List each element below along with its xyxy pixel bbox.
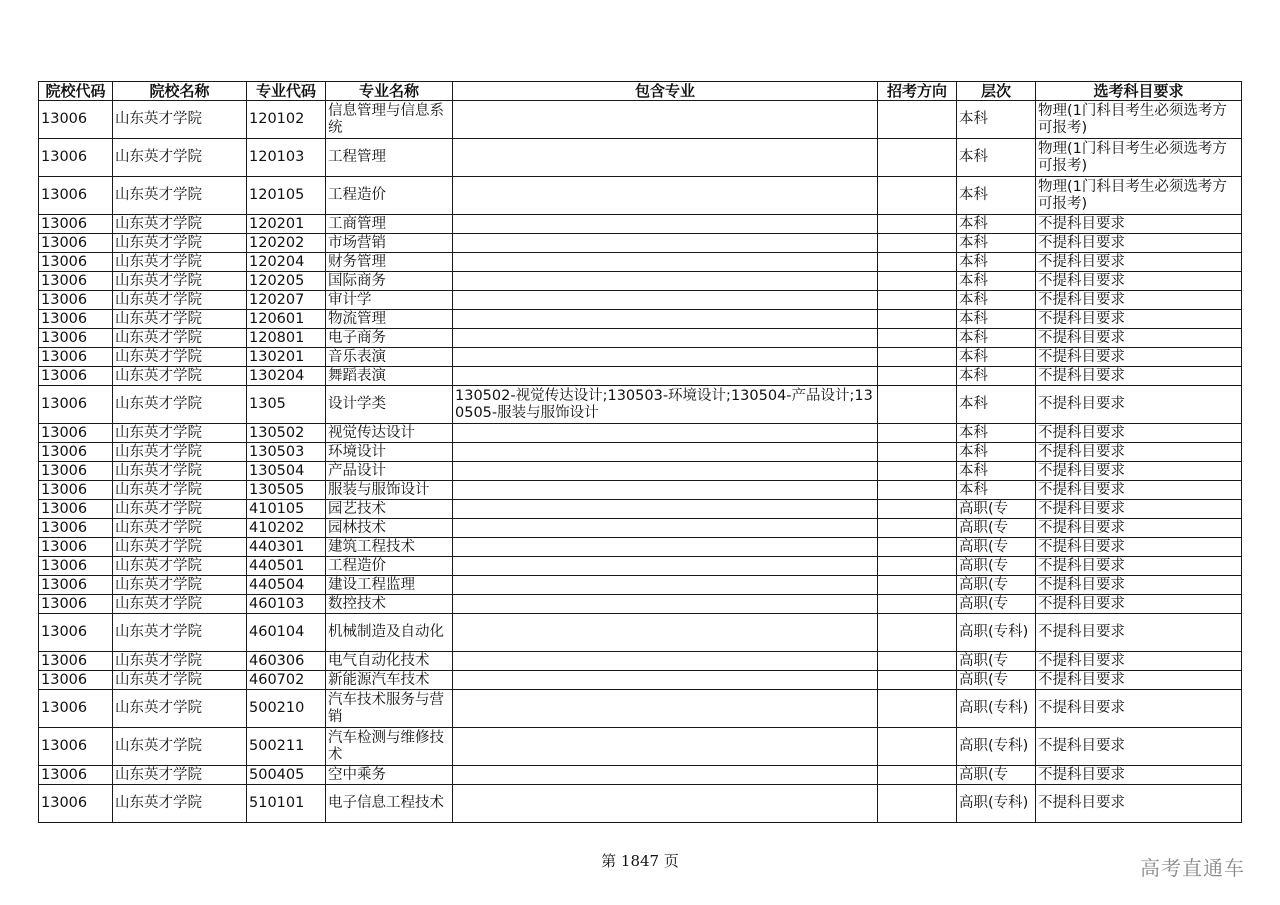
cell-major-code: 120801: [247, 329, 326, 348]
cell-school-code: 13006: [39, 652, 113, 671]
cell-school-name: 山东英才学院: [113, 424, 247, 443]
page-number: 第 1847 页: [601, 852, 679, 870]
cell-school-code: 13006: [39, 310, 113, 329]
cell-school-code: 13006: [39, 538, 113, 557]
cell-subject-requirement: 不提科目要求: [1036, 652, 1242, 671]
cell-subject-requirement: 不提科目要求: [1036, 690, 1242, 728]
cell-level: 本科: [957, 424, 1036, 443]
cell-school-code: 13006: [39, 614, 113, 652]
cell-subject-requirement: 不提科目要求: [1036, 557, 1242, 576]
cell-included-majors: [453, 101, 878, 139]
cell-school-name: 山东英才学院: [113, 728, 247, 766]
cell-major-name: 舞蹈表演: [326, 367, 453, 386]
cell-school-code: 13006: [39, 424, 113, 443]
cell-major-name: 工程造价: [326, 557, 453, 576]
cell-subject-requirement: 不提科目要求: [1036, 766, 1242, 785]
cell-included-majors: [453, 652, 878, 671]
cell-school-name: 山东英才学院: [113, 462, 247, 481]
cell-school-name: 山东英才学院: [113, 310, 247, 329]
cell-included-majors: [453, 215, 878, 234]
cell-major-code: 130505: [247, 481, 326, 500]
cell-major-name: 工程管理: [326, 139, 453, 177]
cell-direction: [878, 386, 957, 424]
cell-subject-requirement: 不提科目要求: [1036, 215, 1242, 234]
cell-direction: [878, 443, 957, 462]
cell-level: 高职(专: [957, 671, 1036, 690]
cell-major-code: 410105: [247, 500, 326, 519]
cell-school-name: 山东英才学院: [113, 386, 247, 424]
header-school-code: 院校代码: [39, 82, 113, 101]
cell-level: 高职(专: [957, 595, 1036, 614]
cell-direction: [878, 785, 957, 823]
cell-direction: [878, 424, 957, 443]
cell-major-code: 1305: [247, 386, 326, 424]
cell-school-code: 13006: [39, 234, 113, 253]
cell-direction: [878, 177, 957, 215]
cell-direction: [878, 310, 957, 329]
cell-level: 高职(专科): [957, 785, 1036, 823]
table-row: [39, 671, 1242, 690]
cell-included-majors: [453, 253, 878, 272]
table-row: [39, 481, 1242, 500]
cell-major-name: 物流管理: [326, 310, 453, 329]
cell-school-code: 13006: [39, 766, 113, 785]
cell-included-majors: [453, 595, 878, 614]
cell-level: 本科: [957, 177, 1036, 215]
cell-school-name: 山东英才学院: [113, 291, 247, 310]
cell-included-majors: 130502-视觉传达设计;130503-环境设计;130504-产品设计;130505-服装与服饰设计: [453, 386, 878, 424]
cell-subject-requirement: 不提科目要求: [1036, 519, 1242, 538]
table-row: [39, 253, 1242, 272]
cell-level: 本科: [957, 367, 1036, 386]
cell-major-name: 机械制造及自动化: [326, 614, 453, 652]
table-row: [39, 272, 1242, 291]
cell-major-code: 500405: [247, 766, 326, 785]
cell-subject-requirement: 不提科目要求: [1036, 728, 1242, 766]
cell-school-name: 山东英才学院: [113, 139, 247, 177]
cell-direction: [878, 576, 957, 595]
cell-school-code: 13006: [39, 215, 113, 234]
cell-level: 本科: [957, 481, 1036, 500]
cell-level: 高职(专: [957, 652, 1036, 671]
cell-major-code: 460104: [247, 614, 326, 652]
cell-direction: [878, 538, 957, 557]
cell-included-majors: [453, 538, 878, 557]
cell-school-name: 山东英才学院: [113, 177, 247, 215]
cell-subject-requirement: 不提科目要求: [1036, 443, 1242, 462]
cell-subject-requirement: 不提科目要求: [1036, 462, 1242, 481]
cell-major-code: 120103: [247, 139, 326, 177]
cell-school-code: 13006: [39, 481, 113, 500]
cell-school-code: 13006: [39, 253, 113, 272]
cell-major-name: 工商管理: [326, 215, 453, 234]
cell-included-majors: [453, 272, 878, 291]
cell-level: 高职(专科): [957, 690, 1036, 728]
cell-major-name: 园艺技术: [326, 500, 453, 519]
cell-level: 本科: [957, 348, 1036, 367]
table-row: [39, 177, 1242, 215]
cell-included-majors: [453, 234, 878, 253]
cell-school-code: 13006: [39, 462, 113, 481]
cell-major-name: 建筑工程技术: [326, 538, 453, 557]
cell-school-code: 13006: [39, 785, 113, 823]
cell-school-code: 13006: [39, 595, 113, 614]
cell-subject-requirement: 不提科目要求: [1036, 481, 1242, 500]
cell-major-code: 460702: [247, 671, 326, 690]
cell-level: 本科: [957, 101, 1036, 139]
cell-direction: [878, 253, 957, 272]
cell-major-code: 500211: [247, 728, 326, 766]
cell-major-name: 财务管理: [326, 253, 453, 272]
cell-subject-requirement: 不提科目要求: [1036, 424, 1242, 443]
header-major-code: 专业代码: [247, 82, 326, 101]
watermark: 高考直通车: [1140, 856, 1245, 880]
cell-school-code: 13006: [39, 728, 113, 766]
cell-major-name: 汽车技术服务与营销: [326, 690, 453, 728]
table-row: [39, 424, 1242, 443]
table-row: [39, 367, 1242, 386]
cell-major-code: 130204: [247, 367, 326, 386]
cell-direction: [878, 728, 957, 766]
cell-level: 本科: [957, 329, 1036, 348]
cell-direction: [878, 272, 957, 291]
cell-school-name: 山东英才学院: [113, 348, 247, 367]
table-row: [39, 576, 1242, 595]
cell-major-code: 130502: [247, 424, 326, 443]
table-row: [39, 728, 1242, 766]
cell-major-name: 新能源汽车技术: [326, 671, 453, 690]
cell-school-name: 山东英才学院: [113, 329, 247, 348]
cell-direction: [878, 690, 957, 728]
cell-level: 本科: [957, 443, 1036, 462]
cell-major-name: 视觉传达设计: [326, 424, 453, 443]
cell-major-code: 120202: [247, 234, 326, 253]
cell-included-majors: [453, 348, 878, 367]
cell-major-name: 工程造价: [326, 177, 453, 215]
cell-school-code: 13006: [39, 272, 113, 291]
cell-major-name: 产品设计: [326, 462, 453, 481]
table-row: [39, 500, 1242, 519]
cell-major-name: 电子信息工程技术: [326, 785, 453, 823]
cell-direction: [878, 671, 957, 690]
cell-subject-requirement: 不提科目要求: [1036, 386, 1242, 424]
cell-subject-requirement: 不提科目要求: [1036, 291, 1242, 310]
cell-level: 高职(专: [957, 538, 1036, 557]
cell-level: 高职(专: [957, 557, 1036, 576]
cell-level: 高职(专: [957, 500, 1036, 519]
cell-subject-requirement: 不提科目要求: [1036, 500, 1242, 519]
cell-level: 高职(专科): [957, 614, 1036, 652]
cell-subject-requirement: 不提科目要求: [1036, 576, 1242, 595]
cell-direction: [878, 614, 957, 652]
cell-direction: [878, 139, 957, 177]
cell-included-majors: [453, 614, 878, 652]
cell-direction: [878, 766, 957, 785]
cell-school-name: 山东英才学院: [113, 595, 247, 614]
cell-direction: [878, 462, 957, 481]
cell-included-majors: [453, 519, 878, 538]
cell-direction: [878, 595, 957, 614]
header-included-majors: 包含专业: [453, 82, 878, 101]
cell-included-majors: [453, 424, 878, 443]
cell-level: 本科: [957, 253, 1036, 272]
table-row: [39, 595, 1242, 614]
cell-level: 本科: [957, 462, 1036, 481]
cell-subject-requirement: 不提科目要求: [1036, 671, 1242, 690]
cell-major-code: 460103: [247, 595, 326, 614]
cell-school-name: 山东英才学院: [113, 367, 247, 386]
cell-major-name: 汽车检测与维修技术: [326, 728, 453, 766]
cell-major-code: 440301: [247, 538, 326, 557]
cell-school-code: 13006: [39, 177, 113, 215]
cell-major-code: 120201: [247, 215, 326, 234]
cell-school-name: 山东英才学院: [113, 234, 247, 253]
cell-school-name: 山东英才学院: [113, 557, 247, 576]
header-level: 层次: [957, 82, 1036, 101]
cell-school-name: 山东英才学院: [113, 101, 247, 139]
cell-included-majors: [453, 367, 878, 386]
cell-major-name: 音乐表演: [326, 348, 453, 367]
cell-included-majors: [453, 690, 878, 728]
cell-level: 本科: [957, 310, 1036, 329]
cell-included-majors: [453, 329, 878, 348]
cell-direction: [878, 215, 957, 234]
cell-major-code: 120105: [247, 177, 326, 215]
cell-level: 高职(专: [957, 519, 1036, 538]
cell-subject-requirement: 不提科目要求: [1036, 538, 1242, 557]
cell-subject-requirement: 物理(1门科目考生必须选考方可报考): [1036, 101, 1242, 139]
cell-school-name: 山东英才学院: [113, 614, 247, 652]
table-row: [39, 215, 1242, 234]
cell-major-name: 国际商务: [326, 272, 453, 291]
cell-included-majors: [453, 557, 878, 576]
cell-included-majors: [453, 785, 878, 823]
cell-included-majors: [453, 500, 878, 519]
header-row: [39, 82, 1242, 101]
table-row: [39, 139, 1242, 177]
cell-school-code: 13006: [39, 101, 113, 139]
cell-subject-requirement: 不提科目要求: [1036, 234, 1242, 253]
cell-level: 高职(专: [957, 576, 1036, 595]
table-row: [39, 785, 1242, 823]
cell-level: 本科: [957, 272, 1036, 291]
cell-school-code: 13006: [39, 500, 113, 519]
table-row: [39, 443, 1242, 462]
cell-included-majors: [453, 139, 878, 177]
table-row: [39, 462, 1242, 481]
cell-subject-requirement: 不提科目要求: [1036, 253, 1242, 272]
cell-level: 本科: [957, 291, 1036, 310]
cell-major-code: 120102: [247, 101, 326, 139]
cell-school-name: 山东英才学院: [113, 538, 247, 557]
cell-direction: [878, 367, 957, 386]
cell-school-code: 13006: [39, 671, 113, 690]
cell-major-name: 设计学类: [326, 386, 453, 424]
table-row: [39, 329, 1242, 348]
cell-major-code: 440504: [247, 576, 326, 595]
cell-level: 本科: [957, 215, 1036, 234]
cell-school-code: 13006: [39, 386, 113, 424]
cell-level: 本科: [957, 139, 1036, 177]
cell-school-name: 山东英才学院: [113, 253, 247, 272]
header-subject-requirement: 选考科目要求: [1036, 82, 1242, 101]
cell-major-code: 130504: [247, 462, 326, 481]
cell-major-code: 510101: [247, 785, 326, 823]
cell-major-code: 500210: [247, 690, 326, 728]
cell-major-code: 120205: [247, 272, 326, 291]
cell-major-code: 120204: [247, 253, 326, 272]
cell-included-majors: [453, 177, 878, 215]
cell-major-code: 410202: [247, 519, 326, 538]
table-row: [39, 386, 1242, 424]
cell-major-code: 440501: [247, 557, 326, 576]
cell-school-code: 13006: [39, 690, 113, 728]
cell-subject-requirement: 物理(1门科目考生必须选考方可报考): [1036, 139, 1242, 177]
table-row: [39, 557, 1242, 576]
cell-direction: [878, 291, 957, 310]
cell-included-majors: [453, 462, 878, 481]
cell-major-code: 120207: [247, 291, 326, 310]
cell-included-majors: [453, 443, 878, 462]
header-direction: 招考方向: [878, 82, 957, 101]
cell-school-name: 山东英才学院: [113, 690, 247, 728]
table-row: [39, 519, 1242, 538]
cell-direction: [878, 652, 957, 671]
cell-school-name: 山东英才学院: [113, 500, 247, 519]
table-row: [39, 766, 1242, 785]
cell-major-name: 环境设计: [326, 443, 453, 462]
cell-subject-requirement: 不提科目要求: [1036, 785, 1242, 823]
cell-school-name: 山东英才学院: [113, 671, 247, 690]
cell-level: 高职(专科): [957, 728, 1036, 766]
cell-direction: [878, 234, 957, 253]
cell-school-name: 山东英才学院: [113, 215, 247, 234]
cell-level: 本科: [957, 386, 1036, 424]
cell-school-code: 13006: [39, 443, 113, 462]
cell-subject-requirement: 不提科目要求: [1036, 348, 1242, 367]
cell-major-name: 市场营销: [326, 234, 453, 253]
cell-school-code: 13006: [39, 139, 113, 177]
cell-school-code: 13006: [39, 367, 113, 386]
cell-major-code: 130503: [247, 443, 326, 462]
table-row: [39, 538, 1242, 557]
table-row: [39, 652, 1242, 671]
cell-included-majors: [453, 671, 878, 690]
cell-school-code: 13006: [39, 576, 113, 595]
cell-direction: [878, 481, 957, 500]
cell-major-name: 服装与服饰设计: [326, 481, 453, 500]
cell-school-name: 山东英才学院: [113, 481, 247, 500]
cell-school-code: 13006: [39, 557, 113, 576]
table-row: [39, 310, 1242, 329]
table-row: [39, 234, 1242, 253]
header-school-name: 院校名称: [113, 82, 247, 101]
cell-included-majors: [453, 481, 878, 500]
table-row: [39, 690, 1242, 728]
cell-direction: [878, 101, 957, 139]
cell-direction: [878, 329, 957, 348]
cell-included-majors: [453, 310, 878, 329]
cell-major-name: 建设工程监理: [326, 576, 453, 595]
cell-direction: [878, 348, 957, 367]
cell-included-majors: [453, 728, 878, 766]
cell-major-code: 130201: [247, 348, 326, 367]
admissions-table: [38, 81, 1242, 823]
cell-subject-requirement: 不提科目要求: [1036, 614, 1242, 652]
cell-school-name: 山东英才学院: [113, 272, 247, 291]
cell-major-name: 审计学: [326, 291, 453, 310]
cell-subject-requirement: 不提科目要求: [1036, 367, 1242, 386]
cell-included-majors: [453, 766, 878, 785]
cell-major-code: 120601: [247, 310, 326, 329]
table-row: [39, 614, 1242, 652]
cell-school-name: 山东英才学院: [113, 519, 247, 538]
cell-major-name: 空中乘务: [326, 766, 453, 785]
cell-major-name: 园林技术: [326, 519, 453, 538]
table-body: [39, 101, 1242, 823]
cell-school-name: 山东英才学院: [113, 766, 247, 785]
cell-school-name: 山东英才学院: [113, 576, 247, 595]
cell-direction: [878, 519, 957, 538]
cell-major-name: 电子商务: [326, 329, 453, 348]
table-row: [39, 348, 1242, 367]
cell-subject-requirement: 不提科目要求: [1036, 272, 1242, 291]
cell-direction: [878, 557, 957, 576]
cell-level: 本科: [957, 234, 1036, 253]
header-major-name: 专业名称: [326, 82, 453, 101]
cell-subject-requirement: 不提科目要求: [1036, 310, 1242, 329]
cell-school-name: 山东英才学院: [113, 443, 247, 462]
cell-school-name: 山东英才学院: [113, 785, 247, 823]
cell-school-code: 13006: [39, 519, 113, 538]
cell-level: 高职(专: [957, 766, 1036, 785]
cell-included-majors: [453, 576, 878, 595]
cell-included-majors: [453, 291, 878, 310]
cell-major-name: 数控技术: [326, 595, 453, 614]
cell-major-code: 460306: [247, 652, 326, 671]
cell-direction: [878, 500, 957, 519]
cell-major-name: 电气自动化技术: [326, 652, 453, 671]
table-row: [39, 291, 1242, 310]
cell-subject-requirement: 不提科目要求: [1036, 595, 1242, 614]
cell-school-code: 13006: [39, 291, 113, 310]
cell-subject-requirement: 不提科目要求: [1036, 329, 1242, 348]
cell-school-code: 13006: [39, 329, 113, 348]
cell-school-code: 13006: [39, 348, 113, 367]
table-row: [39, 101, 1242, 139]
cell-school-name: 山东英才学院: [113, 652, 247, 671]
cell-subject-requirement: 物理(1门科目考生必须选考方可报考): [1036, 177, 1242, 215]
cell-major-name: 信息管理与信息系统: [326, 101, 453, 139]
